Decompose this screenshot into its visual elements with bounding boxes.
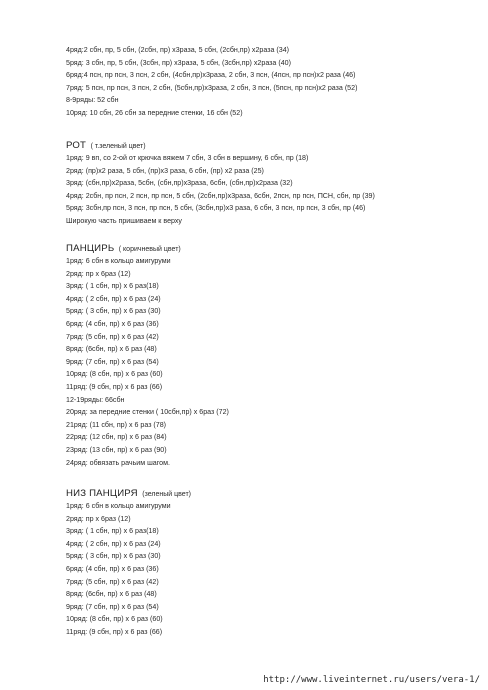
pattern-row: 9ряд: (7 сбн, пр) х 6 раз (54) [66,602,159,611]
section-title: РОТ [66,140,87,151]
pattern-row: 1ряд: 6 сбн в кольцо амигуруми [66,502,171,510]
pattern-row: 4ряд: ( 2 сбн, пр) х 6 раз (24) [66,294,161,303]
pattern-row: 20ряд: за передние стенки ( 10сбн,пр) х 6раз (72) [66,408,229,417]
pattern-row: 8ряд: (6сбн, пр) х 6 раз (48) [66,590,157,599]
pattern-row: 9ряд: (7 сбн, пр) х 6 раз (54) [66,357,159,366]
section-color-note: (зеленый цвет) [142,491,191,498]
rot-section [66,136,476,228]
pattern-row: 10ряд: (8 сбн, пр) х 6 раз (60) [66,615,163,624]
pattern-row: 6ряд: (4 сбн, пр) х 6 раз (36) [66,564,159,573]
pattern-row: 2ряд: (пр)х2 раза, 5 сбн, (пр)х3 раза, 6 сбн, (пр) х2 раза (25) [66,166,264,175]
pattern-row: 7ряд: (5 сбн, пр) х 6 раз (42) [66,577,159,586]
source-watermark-url: http://www.liveinternet.ru/users/vera-1/ [263,675,480,685]
pattern-row: 23ряд: (13 сбн, пр) х 6 раз (90) [66,445,167,454]
pattern-row: 10ряд: (8 сбн, пр) х 6 раз (60) [66,370,163,379]
pattern-row: 4ряд:2 сбн, пр, 5 сбн, (2сбн, пр) х3раза, 5 сбн, (2сбн,пр) х2раза (34) [66,46,289,54]
pattern-row: 2ряд: пр х 6раз (12) [66,514,131,523]
pattern-row: 10ряд: 10 сбн, 26 сбн за передние стенки, 16 сбн (52) [66,108,243,117]
pancir-section [66,239,476,469]
pattern-row: 4ряд: 2сбн, пр псн, 2 псн, пр псн, 5 сбн, (2сбн,пр)х3раза, 6сбн, 2псн, пр псн, ПСН, сбн, пр (39) [66,191,375,200]
pattern-row: 6ряд: (4 сбн, пр) х 6 раз (36) [66,319,159,328]
pattern-row: 7ряд: 5 псн, пр псн, 3 псн, 2 сбн, (5сбн,пр)х3раза, 2 сбн, 3 псн, (5псн, пр псн)х2 раза (52) [66,83,358,92]
pattern-row: 12-19ряды: 66сбн [66,395,125,404]
section-color-note: ( т.зеленый цвет) [90,143,146,150]
pattern-row: 7ряд: (5 сбн, пр) х 6 раз (42) [66,332,159,341]
pattern-row: 1ряд: 9 вп, со 2-ой от крючка вяжем 7 сбн, 3 сбн в вершину, 6 сбн, пр (18) [66,154,309,162]
pattern-row: 5ряд: 3сбн,пр псн, 3 псн, пр псн, 5 сбн, (3сбн,пр)х3 раза, 6 сбн, 3 псн, пр псн, 3 сбн, пр (46) [66,204,366,213]
pattern-row: 3ряд: ( 1 сбн, пр) х 6 раз(18) [66,282,159,291]
pattern-row: Широкую часть пришиваем к верху [66,216,182,225]
pattern-row: 8ряд: (6сбн, пр) х 6 раз (48) [66,345,157,354]
pattern-row: 4ряд: ( 2 сбн, пр) х 6 раз (24) [66,539,161,548]
pattern-row: 6ряд:4 псн, пр псн, 3 псн, 2 сбн, (4сбн,пр)х3раза, 2 сбн, 3 псн, (4псн, пр псн)х2 раза (46) [66,71,356,80]
pattern-row: 3ряд: (сбн,пр)х2раза, 5сбн, (сбн,пр)х3раза, 6сбн, (сбн,пр)х2раза (32) [66,179,293,188]
pattern-row: 1ряд: 6 сбн в кольцо амигуруми [66,257,171,265]
pattern-row: 22ряд: (12 сбн, пр) х 6 раз (84) [66,433,167,442]
pattern-row: 11ряд: (9 сбн, пр) х 6 раз (66) [66,627,163,636]
pattern-row: 8-9ряды: 52 сбн [66,96,119,105]
section-heading [66,239,476,255]
section-color-note: ( коричневый цвет) [118,246,181,253]
pattern-row: 3ряд: ( 1 сбн, пр) х 6 раз(18) [66,527,159,536]
pattern-row: 21ряд: (11 сбн, пр) х 6 раз (78) [66,420,167,429]
top-section [66,44,476,120]
pattern-row: 2ряд: пр х 6раз (12) [66,269,131,278]
section-heading [66,136,476,152]
pattern-row: 5ряд: ( 3 сбн, пр) х 6 раз (30) [66,307,161,316]
section-title: ПАНЦИРЬ [66,243,115,254]
section-title: НИЗ ПАНЦИРЯ [66,488,138,499]
pattern-row: 24ряд: обвязать рачьим шагом. [66,458,170,467]
niz-section [66,484,476,639]
pattern-row: 5ряд: ( 3 сбн, пр) х 6 раз (30) [66,552,161,561]
section-heading [66,484,476,500]
pattern-row: 11ряд: (9 сбн, пр) х 6 раз (66) [66,382,163,391]
pattern-row: 5ряд: 3 сбн, пр, 5 сбн, (3сбн, пр) х3раза, 5 сбн, (3сбн,пр) х2раза (40) [66,58,291,67]
